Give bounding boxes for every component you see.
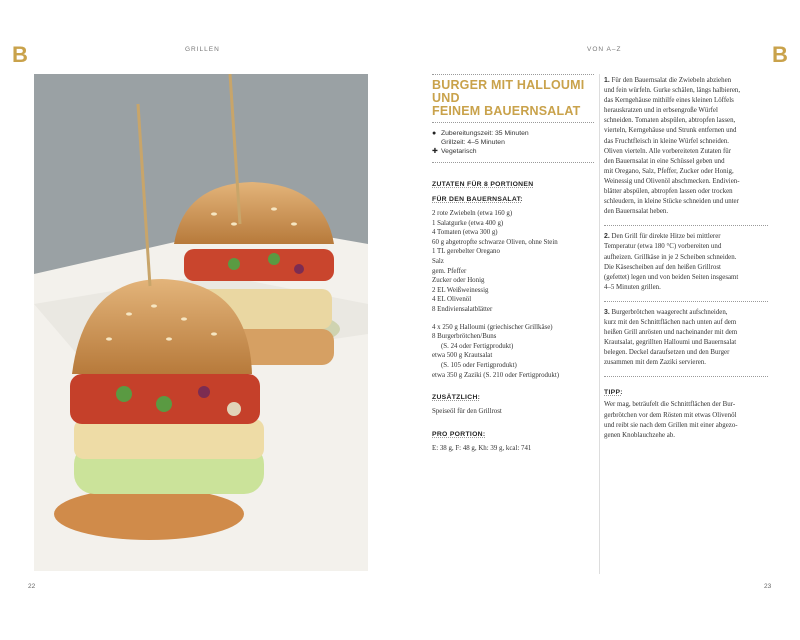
extra-heading: ZUSÄTZLICH: <box>432 394 481 402</box>
ingredient-item: 4 x 250 g Halloumi (griechischer Grillkäse) <box>432 323 553 331</box>
tip-heading: TIPP: <box>604 389 623 397</box>
page-number-right: 23 <box>764 583 772 590</box>
tip-text <box>604 400 768 440</box>
divider <box>432 122 594 123</box>
tip-line: gerbrötchen vor dem Rösten mit etwas Olivenöl <box>604 411 737 419</box>
prep-time: Zubereitungszeit: 35 Minuten <box>441 130 529 137</box>
step-line: 4–5 Minuten grillen. <box>604 283 661 291</box>
step-line: Krautsalat, gegrillten Halloumi und Bauernsalat <box>604 339 737 347</box>
step-line: Oliven vierteln. Alle vorbereiteten Zutaten für <box>604 147 732 155</box>
nutrition-values: E: 38 g, F: 48 g, Kh: 39 g, kcal: 741 <box>432 444 532 452</box>
ingredient-item: 1 Salatgurke (etwa 400 g) <box>432 219 504 227</box>
recipe-meta <box>432 129 594 156</box>
step-line: schneiden. Tomaten abspülen, abtropfen lassen, <box>604 117 736 125</box>
ingredient-item: etwa 350 g Zaziki (S. 210 oder Fertigprodukt) <box>432 371 560 379</box>
ingredient-item: 8 Burgerbrötchen/Buns <box>432 333 497 341</box>
tip-line: Wer mag, beträufelt die Schnittflächen der Bur- <box>604 401 736 409</box>
ingredient-item: Zucker oder Honig <box>432 277 485 285</box>
ingredient-item: 1 TL gerebelter Oregano <box>432 248 500 256</box>
ingredient-item: 4 Tomaten (etwa 300 g) <box>432 229 498 237</box>
prep-time-row <box>432 129 594 147</box>
recipe-title <box>432 79 594 118</box>
plus-icon: ✚ <box>432 148 438 155</box>
step-line: vierteln, Kerngehäuse und Strunk entfernen und <box>604 127 737 135</box>
step-line: Für den Bauernsalat die Zwiebeln abziehen <box>611 77 732 84</box>
step-line: Burgerbrötchen waagerecht aufschneiden, <box>611 308 728 316</box>
chapter-letter-left: B <box>12 42 28 67</box>
step-line: blätter abspülen, abtropfen lassen oder trocken <box>604 188 733 196</box>
ingredient-note: (S. 24 oder Fertigprodukt) <box>441 342 514 350</box>
step-line: das Kerngehäuse mithilfe eines kleinen Löffels <box>604 97 734 105</box>
salad-heading: FÜR DEN BAUERNSALAT: <box>432 196 523 203</box>
steps-column <box>604 74 768 441</box>
column-divider <box>599 74 600 574</box>
recipe-title-line: FEINEM BAUERNSALAT <box>432 104 581 118</box>
ingredient-item: Salz <box>432 257 444 265</box>
step-line: Die Käsescheiben auf den heißen Grillrost <box>604 263 721 271</box>
ingredients-heading: ZUTATEN FÜR 8 PORTIONEN <box>432 181 534 188</box>
ingredient-item: 8 Endiviensalatblätter <box>432 305 493 313</box>
step-line: aufheizen. Grillkäse in je 2 Scheiben schneiden. <box>604 253 737 261</box>
divider <box>432 74 594 75</box>
burger-photo <box>34 74 368 571</box>
step-number: 2. <box>604 233 610 241</box>
diet-label: Vegetarisch <box>441 148 477 155</box>
step-line: den Bauernsalat heben. <box>604 208 669 216</box>
diet-row <box>432 147 594 156</box>
step-line: (gefettet) legen und von beiden Seiten insgesamt <box>604 273 739 281</box>
step-line: schleudern, in kleine Stücke schneiden und unter <box>604 198 739 206</box>
step-line: kurz mit den Schnittflächen nach unten auf dem <box>604 318 737 326</box>
step-line: Temperatur (etwa 180 °C) vorbereiten und <box>604 243 722 251</box>
step-line: Weinessig und Olivenöl abschmecken. Endivien- <box>604 177 740 185</box>
ingredient-item: 2 EL Weißweinessig <box>432 286 489 294</box>
chapter-letter-right: B <box>772 42 788 67</box>
step-line: das Fruchtfleisch in kleine Würfel schneiden. <box>604 137 730 145</box>
step-line: Den Grill für direkte Hitze bei mittlerer <box>611 233 721 241</box>
step-line: und fein würfeln. Gurke schälen, längs halbieren, <box>604 87 741 95</box>
step-number: 3. <box>604 308 610 316</box>
extra-item: Speiseöl für den Grillrost <box>432 408 502 416</box>
nutrition-heading: PRO PORTION: <box>432 430 486 438</box>
step-1 <box>604 74 768 226</box>
page-number-left: 22 <box>28 583 36 590</box>
step-line: zusammen mit dem Zaziki servieren. <box>604 359 706 367</box>
ingredient-note: (S. 105 oder Fertigprodukt) <box>441 361 517 369</box>
tip-line: genen Knoblauchzehe ab. <box>604 431 675 439</box>
step-number: 1. <box>604 77 610 84</box>
grill-time: Grillzeit: 4–5 Minuten <box>441 139 505 146</box>
salad-ingredient-list <box>432 209 594 315</box>
main-ingredient-list <box>432 323 594 381</box>
step-line: mit Oregano, Salz, Pfeffer, Zucker oder Honig, <box>604 167 734 175</box>
step-line: den Bauernsalat in eine Schüssel geben und <box>604 157 725 165</box>
recipe-title-line: BURGER MIT HALLOUMI UND <box>432 78 585 105</box>
step-2 <box>604 226 768 302</box>
ingredient-item: etwa 500 g Krautsalat <box>432 352 493 360</box>
ingredient-item: gem. Pfeffer <box>432 267 467 275</box>
tip-line: und reibt sie nach dem Grillen mit einer abgezo- <box>604 421 738 429</box>
burger-illustration <box>34 74 368 571</box>
step-3 <box>604 302 768 378</box>
ingredient-item: 4 EL Olivenöl <box>432 296 472 304</box>
running-head-left: GRILLEN <box>185 46 220 53</box>
clock-icon: ● <box>432 130 437 137</box>
divider <box>432 162 594 163</box>
running-head-right: VON A–Z <box>587 46 622 53</box>
recipe-column <box>432 74 594 453</box>
ingredient-item: 60 g abgetropfte schwarze Oliven, ohne Stein <box>432 238 558 246</box>
step-line: heißen Grill anrösten und nacheinander mit dem <box>604 329 738 337</box>
ingredient-item: 2 rote Zwiebeln (etwa 160 g) <box>432 210 513 217</box>
step-line: belegen. Deckel daraufsetzen und den Burger <box>604 349 730 357</box>
step-line: herauskratzen und in erbsengroße Würfel <box>604 107 718 115</box>
